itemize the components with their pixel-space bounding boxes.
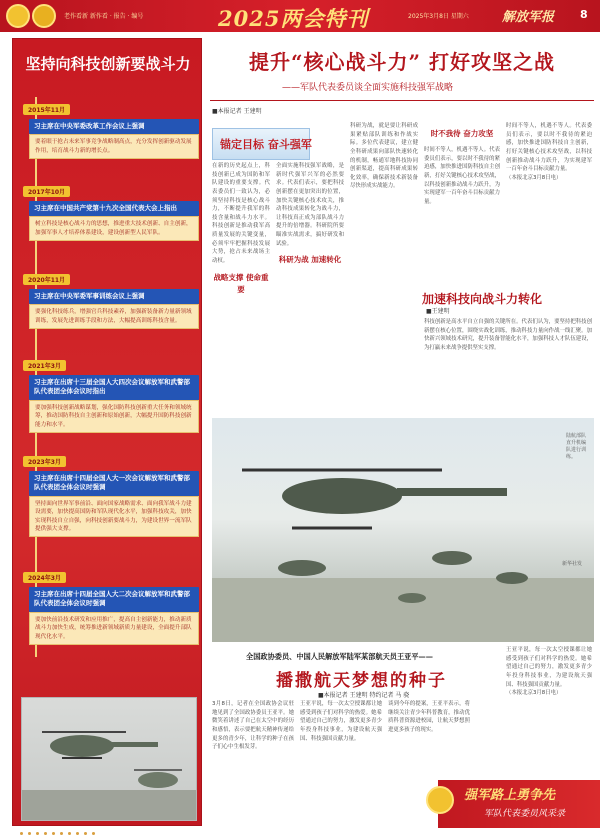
continued-note: （本报北京3月8日电） (506, 690, 562, 697)
timeline-headline: 习主席在出席十四届全国人大一次会议解放军和武警部队代表团全体会议时强调 (29, 471, 199, 496)
section-subhead: 时不我待 奋力攻坚 (430, 129, 494, 138)
column-text: 在新的历史起点上，科技创新已成为国防和军队建设的重要支撑。代表委员们一致认为，必须坚持科技是核心战斗力，不断提升我军的科技含量和战斗力水平。科技创新是推动我军高质量发展的关键变量，必须牢牢把握科技发展大势，抢占未来战场主动权。 (212, 163, 270, 265)
column-text: 时间不等人，机遇不等人。代表委员们表示，要以时不我待的紧迫感，加快推进国防科技自主创新，打好关键核心技术攻坚战，以科技创新推动战斗力跃升，为实现建军一百年奋斗目标贡献力量。 (424, 147, 500, 205)
timeline-date: 2021年3月 (23, 360, 66, 371)
newspaper-name: 解放军报 (502, 10, 555, 25)
bottom-byline: ■本报记者 王建明 特约记者 马 骁 (318, 692, 410, 699)
article-column (350, 122, 418, 402)
article-column (424, 122, 500, 282)
footer-subtitle: 军队代表委员风采录 (484, 809, 566, 819)
article-column (300, 700, 382, 810)
timeline-entry (23, 565, 199, 645)
page-number: 8 (580, 8, 588, 21)
column-text: 科研为战，就是要让科研成果紧贴部队训练和作战实际。多位代表建议，建立健全科研成果向部队快速转化的机制，畅通军地科技协同创新渠道，提高科研成果转化效率，确保新技术新装备尽快形成实战能力。 (350, 123, 418, 190)
emblem-icon (32, 4, 56, 28)
article-column (388, 700, 470, 780)
article-column (212, 162, 270, 412)
article-column (424, 318, 592, 408)
timeline-entry (23, 179, 199, 241)
timeline-headline: 习主席在中央军委军事训练会议上强调 (29, 289, 199, 304)
timeline-headline: 习主席在中央军委改革工作会议上强调 (29, 119, 199, 134)
timeline-headline: 习主席在中国共产党第十九次全国代表大会上指出 (29, 201, 199, 216)
timeline-date: 2024年3月 (23, 572, 66, 583)
column-text: 3月8日，记者在全国政协会议驻地见到了全国政协委员王亚平。她微笑着讲述了自己在太空中的经历和感悟，表示要把航天精神传递给更多的青少年，让科学的种子在孩子们心中生根发芽。 (212, 701, 294, 751)
continued-note: （本报北京3月8日电） (506, 174, 562, 181)
timeline-sidebar (12, 38, 202, 826)
main-photo (212, 418, 594, 642)
helicopter-formation-illustration (212, 418, 594, 642)
decorative-dots (20, 820, 100, 839)
article-column (506, 122, 592, 282)
timeline-body: 要加强科技创新战略谋划，强化国防科技创新重大任务和领域统筹，推动国防科技自主创新和原始创新，大幅提升国防科技创新能力和水平。 (29, 400, 199, 433)
footer-title: 强军路上勇争先 (464, 788, 556, 803)
helicopter-illustration (22, 698, 196, 820)
timeline-entry (23, 97, 199, 159)
bottom-title: 播撒航天梦想的种子 (276, 671, 447, 691)
timeline-headline: 习主席在出席十四届全国人大二次会议解放军和武警部队代表团全体会议时强调 (29, 587, 199, 612)
column-text: 全面实施科技强军战略，是新时代强军兴军的必然要求。代表们表示，要把科技创新摆在更加突出的位置，加快关键核心技术攻关，推动科技成果转化为战斗力，让科技真正成为部队战斗力提升的倍增器。科研院所要瞄准实战需求，搞好研发和试验。 (276, 163, 344, 247)
photo-credit: 陆航部队直升机编队进行训练。 (566, 433, 587, 460)
divider (210, 100, 594, 101)
bottom-kicker: 全国政协委员、中国人民解放军陆军某部航天员王亚平—— (246, 652, 433, 661)
emblem-icon (6, 4, 30, 28)
article-column (212, 700, 294, 810)
column-text: 科技创新是高水平自立自强的关键所在。代表们认为，要坚持把科技创新摆在核心位置，围绕实战化训练，推动科技力量向作战一线汇聚。加快新兴领域技术研究，提升装备智能化水平，加强科技人才队伍建设，为打赢未来战争提供坚实支撑。 (424, 319, 592, 351)
section-byline: ■王建明 (426, 308, 450, 315)
section-subhead: 战略支撑 使命重要 (213, 272, 269, 294)
timeline-body: 树立科技是核心战斗力的思想，推进重大技术创新、自主创新，加强军事人才培养体系建设，建设创新型人民军队。 (29, 216, 199, 241)
timeline-date: 2023年3月 (23, 456, 66, 467)
emblem-icon (426, 786, 454, 814)
timeline-entry (23, 449, 199, 537)
column-text: 谈到今年的提案，王亚平表示，将继续关注青少年科普教育，推动优质科普资源进校园，让航天梦想照进更多孩子的现实。 (388, 701, 470, 733)
timeline-body: 要强化科技练兵，增强官兵科技素养，加强新装备新力量新领域训练，发展先进训练手段和方法，大幅提高训练科技含量。 (29, 304, 199, 329)
timeline-body: 要加快前沿技术研发和应用推广，提高自主创新能力，推动新质战斗力加快生成，统筹推进新领域新质力量建设，全面提升部队现代化水平。 (29, 612, 199, 645)
timeline-date: 2017年10月 (23, 186, 70, 197)
timeline-date: 2015年11月 (23, 104, 70, 115)
timeline-entry (23, 353, 199, 433)
goal-label: 锚定目标 奋斗强军 (220, 138, 312, 151)
special-edition-banner: 2025两会特刊 (218, 6, 369, 31)
issue-date: 2025年3月8日 星期六 (408, 13, 469, 20)
column-text: 王亚平说，每一次太空授课都让她感受到孩子们对科学的热爱。她希望通过自己的努力，激发更多青少年投身科技事业，为建设航天强国、科技强国贡献力量。 (300, 701, 382, 742)
column-text: 时间不等人，机遇不等人。代表委员们表示，要以时不我待的紧迫感，加快推进国防科技自主创新，打好关键核心技术攻坚战，以科技创新推动战斗力跃升，为实现建军一百年奋斗目标贡献力量。 (506, 123, 592, 173)
article-title: 提升“核心战斗力” 打好攻坚之战 (249, 50, 555, 74)
article-column (276, 162, 344, 412)
section-title: 加速科技向战斗力转化 (422, 292, 543, 306)
helicopter-photo (21, 697, 197, 821)
sidebar-title: 坚持向科技创新要战斗力 (25, 55, 191, 73)
article-column (506, 646, 592, 776)
photo-caption: 新华社发 (562, 561, 583, 567)
section-subhead: 科研为战 加速转化 (278, 255, 342, 265)
masthead-small-text: 老作看新 新作看 · 报告 · 编号 (64, 13, 144, 20)
column-text: 王亚平说，每一次太空授课都让她感受到孩子们对科学的热爱。她希望通过自己的努力，激发更多青少年投身科技事业，为建设航天强国、科技强国贡献力量。 (506, 647, 592, 688)
timeline-body: 要着眼于抢占未来军事竞争战略制高点，充分发挥创新驱动发展作用，培育战斗力新的增长点。 (29, 134, 199, 159)
timeline-entry (23, 267, 199, 329)
article-byline: ■本报记者 王建明 (212, 108, 262, 115)
timeline-date: 2020年11月 (23, 274, 70, 285)
timeline-headline: 习主席在出席十三届全国人大四次会议解放军和武警部队代表团全体会议时指出 (29, 375, 199, 400)
article-subtitle: ——军队代表委员谈全面实施科技强军战略 (282, 83, 454, 93)
timeline-body: 坚持面向世界军事前沿、面向国家战略需求、面向我军战斗力建设需要，加快提高国防和军队现代化水平，加强科技攻关，加快实现科技自立自强，向科技创新要战斗力，为建设世界一流军队提供强大支撑。 (29, 496, 199, 538)
